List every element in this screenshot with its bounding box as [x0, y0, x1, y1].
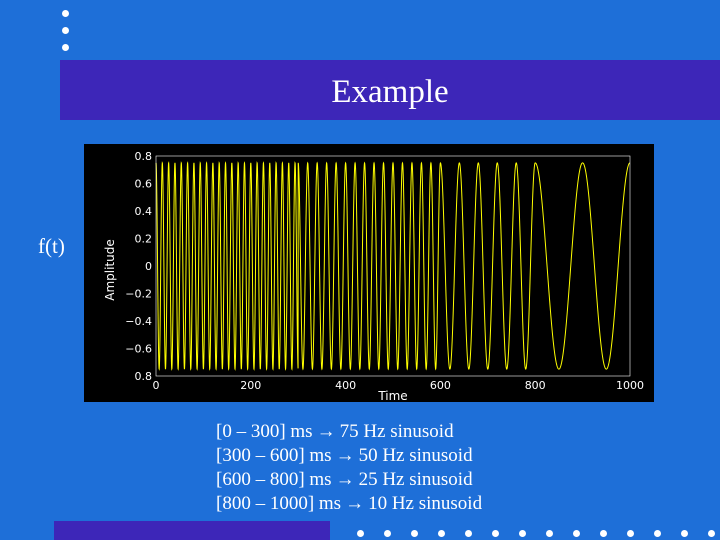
chart-svg: [84, 144, 654, 402]
legend-range: [800 – 1000] ms: [216, 493, 342, 514]
decorative-dot: [62, 10, 69, 17]
x-tick-label: 800: [524, 379, 546, 392]
decorative-dot: [411, 530, 418, 537]
legend-line: [216, 468, 482, 492]
function-label: f(t): [38, 234, 65, 258]
y-tick-label: 0: [145, 260, 152, 273]
legend-desc: 50 Hz sinusoid: [358, 445, 473, 466]
legend-line: [216, 444, 482, 468]
y-axis-label: Amplitude: [103, 239, 117, 301]
decorative-dot: [357, 530, 364, 537]
y-tick-label: 0.6: [134, 177, 152, 191]
decorative-dot: [519, 530, 526, 537]
legend-desc: 25 Hz sinusoid: [358, 469, 473, 490]
x-tick-label: 200: [240, 379, 262, 392]
y-tick-label: −0.2: [125, 287, 152, 301]
y-tick-label: 0.8: [134, 150, 152, 163]
slide-title: Example: [331, 74, 449, 110]
decorative-dot: [600, 530, 607, 537]
decorative-dot: [384, 530, 391, 537]
decorative-dot: [546, 530, 553, 537]
x-tick-label: 400: [335, 379, 357, 392]
decorative-dot: [492, 530, 499, 537]
y-tick-label: −0.6: [125, 342, 152, 356]
y-tick-label: 0.2: [134, 232, 152, 246]
y-tick-label: 0.8: [134, 370, 152, 383]
decorative-dot: [438, 530, 445, 537]
decorative-dot: [465, 530, 472, 537]
decorative-dot: [681, 530, 688, 537]
decorative-dot: [708, 530, 715, 537]
legend-range: [0 – 300] ms: [216, 421, 313, 442]
arrow-right-icon: →: [345, 493, 365, 514]
legend-line: [216, 420, 482, 444]
signal-chart: [84, 144, 654, 402]
title-band: [60, 60, 720, 120]
bottom-band: [54, 521, 330, 540]
decorative-dot: [62, 27, 69, 34]
legend-desc: 10 Hz sinusoid: [368, 493, 483, 514]
legend-desc: 75 Hz sinusoid: [339, 421, 454, 442]
decorative-dot: [654, 530, 661, 537]
decorative-dot: [573, 530, 580, 537]
legend-line: [216, 492, 482, 516]
arrow-right-icon: →: [335, 445, 355, 466]
signal-line: [156, 163, 630, 369]
decorative-dot: [627, 530, 634, 537]
arrow-right-icon: →: [316, 421, 336, 442]
legend-range: [300 – 600] ms: [216, 445, 332, 466]
segment-legend: [216, 420, 482, 516]
decorative-dot: [62, 44, 69, 51]
x-tick-label: 1000: [616, 379, 644, 392]
legend-range: [600 – 800] ms: [216, 469, 332, 490]
y-tick-label: −0.4: [125, 315, 152, 328]
y-tick-label: 0.4: [134, 205, 152, 218]
arrow-right-icon: →: [335, 469, 355, 490]
x-axis-label: Time: [378, 389, 408, 402]
x-tick-label: 600: [429, 379, 451, 392]
x-tick-label: 0: [152, 379, 160, 392]
